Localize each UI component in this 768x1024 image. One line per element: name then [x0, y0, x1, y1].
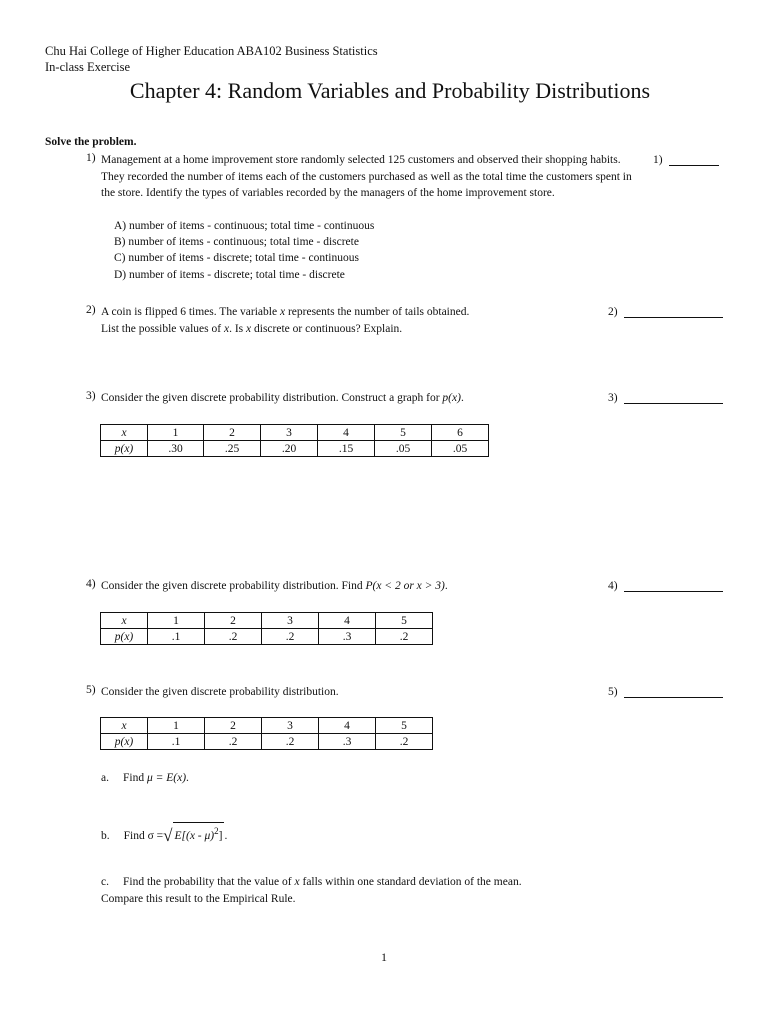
q2-blank-line[interactable] — [624, 304, 723, 318]
q3-blank-line[interactable] — [624, 390, 723, 404]
table-cell: .2 — [262, 734, 319, 750]
table-cell: .30 — [148, 441, 204, 457]
q1-number: 1) — [86, 152, 96, 164]
q1-option-d: D) number of items - discrete; total time - discrete — [114, 269, 345, 281]
table-cell: 5 — [376, 613, 433, 629]
q1-blank-label: 1) — [653, 154, 663, 166]
q2-text: A coin is flipped 6 times. The variable x represents the number of tails obtained. List the possible values of x. Is x discrete or continuous? Explain. — [101, 306, 470, 335]
part-c-label: c. — [101, 876, 109, 888]
table-cell: 6 — [432, 425, 489, 441]
table-cell: 3 — [262, 613, 319, 629]
course-header: Chu Hai College of Higher Education ABA102 Business Statistics — [45, 44, 378, 58]
q5-blank-line[interactable] — [624, 684, 723, 698]
table-cell: 2 — [204, 425, 261, 441]
q1-blank-line[interactable] — [669, 152, 719, 166]
q3-answer-blank[interactable] — [608, 390, 723, 404]
table-row — [101, 441, 489, 457]
table-cell: .05 — [375, 441, 432, 457]
table-cell: .2 — [205, 629, 262, 645]
q5-answer-blank[interactable] — [608, 684, 723, 698]
q5-text: Consider the given discrete probability distribution. — [101, 686, 339, 698]
part-b-label: b. — [101, 829, 110, 842]
table-cell: .3 — [319, 734, 376, 750]
table-cell: 3 — [261, 425, 318, 441]
sqrt-radicand: E[(x - μ)$^2$] — [173, 822, 225, 844]
q5-part-c: c. Find the probability that the value of x falls within one standard deviation of the mean. Compare this result to the Empirical Rule. — [101, 876, 522, 905]
q4-answer-blank[interactable] — [608, 578, 723, 592]
q3-text: Consider the given discrete probability distribution. Construct a graph for p(x). — [101, 392, 464, 404]
table-cell: 4 — [319, 718, 376, 734]
q4-number: 4) — [86, 578, 96, 590]
table-cell: 5 — [375, 425, 432, 441]
table-cell: .1 — [148, 629, 205, 645]
table-cell: 4 — [318, 425, 375, 441]
table-cell: x — [101, 613, 148, 629]
table-cell: .05 — [432, 441, 489, 457]
part-a-label: a. — [101, 772, 109, 784]
table-row — [101, 613, 433, 629]
section-label: Solve the problem. — [45, 136, 137, 148]
q1-option-a: A) number of items - continuous; total time - continuous — [114, 220, 375, 232]
q5-distribution-table — [100, 717, 433, 750]
page-title: Chapter 4: Random Variables and Probability Distributions — [129, 78, 651, 103]
table-cell: .2 — [376, 734, 433, 750]
q1-text: Management at a home improvement store randomly selected 125 customers and observed their shopping habits. They recorded the number of items each of the customers purchased as well as the total time the customers spent in the store. Identify the types of variables recorded by the managers of the home improvement store. — [101, 154, 632, 199]
table-cell: p(x) — [101, 441, 148, 457]
q4-text: Consider the given discrete probability distribution. Find P(x < 2 or x > 3). — [101, 580, 448, 592]
table-cell: .2 — [262, 629, 319, 645]
q5-part-b: b. Find σ = √ E[(x - μ)$^2$] . — [101, 822, 227, 844]
table-cell: p(x) — [101, 629, 148, 645]
q1-option-c: C) number of items - discrete; total time - continuous — [114, 252, 359, 264]
q4-blank-line[interactable] — [624, 578, 723, 592]
q4-distribution-table — [100, 612, 433, 645]
q2-number: 2) — [86, 304, 96, 316]
q5-number: 5) — [86, 684, 96, 696]
sqrt-icon: √ — [163, 826, 173, 846]
table-cell: 4 — [319, 613, 376, 629]
table-cell: .2 — [376, 629, 433, 645]
q4-blank-label: 4) — [608, 580, 618, 592]
q3-number: 3) — [86, 390, 96, 402]
table-cell: 2 — [205, 613, 262, 629]
table-cell: .2 — [205, 734, 262, 750]
exercise-label: In-class Exercise — [45, 60, 131, 74]
table-cell: 1 — [148, 425, 204, 441]
table-row — [101, 629, 433, 645]
q1-answer-blank[interactable] — [653, 152, 719, 166]
q5-blank-label: 5) — [608, 686, 618, 698]
q2-blank-label: 2) — [608, 306, 618, 318]
table-cell: 2 — [205, 718, 262, 734]
table-cell: x — [101, 718, 148, 734]
q5-part-a: a. Find μ = E(x). — [101, 772, 189, 784]
q3-distribution-table — [100, 424, 489, 457]
table-cell: 1 — [148, 718, 205, 734]
table-cell: .15 — [318, 441, 375, 457]
table-cell: p(x) — [101, 734, 148, 750]
table-row — [101, 425, 489, 441]
q2-answer-blank[interactable] — [608, 304, 723, 318]
table-cell: .1 — [148, 734, 205, 750]
page-number: 1 — [381, 950, 387, 964]
q1-option-b: B) number of items - continuous; total time - discrete — [114, 236, 359, 248]
table-cell: 3 — [262, 718, 319, 734]
table-cell: 1 — [148, 613, 205, 629]
table-cell: .3 — [319, 629, 376, 645]
table-row — [101, 718, 433, 734]
q3-blank-label: 3) — [608, 392, 618, 404]
table-cell: .20 — [261, 441, 318, 457]
table-cell: x — [101, 425, 148, 441]
table-cell: .25 — [204, 441, 261, 457]
table-row — [101, 734, 433, 750]
table-cell: 5 — [376, 718, 433, 734]
